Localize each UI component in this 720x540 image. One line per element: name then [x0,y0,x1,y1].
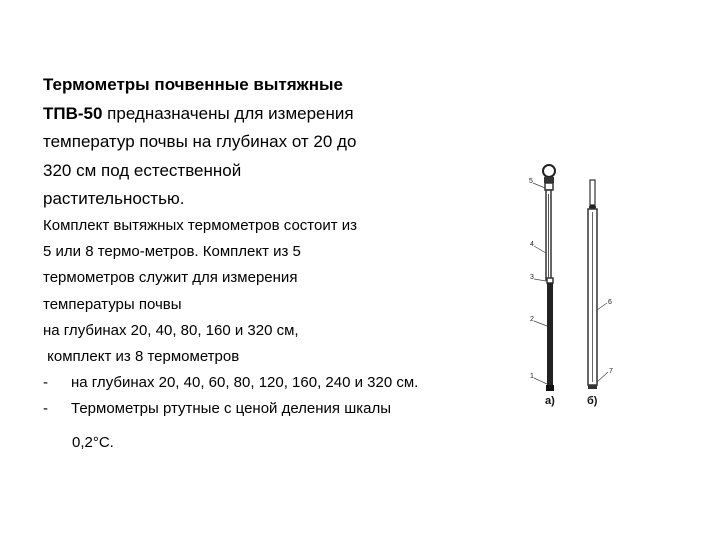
figure-caption-b: б) [587,395,598,407]
details-line: Комплект вытяжных термометров состоит из [43,217,358,234]
intro-bold-lead: Термометры почвенные вытяжные [43,75,343,94]
thermometer-a [543,165,555,391]
list-marker: - [43,400,48,418]
intro-line-5: растительностью. [43,189,185,209]
list-item-text: Термометры ртутные с ценой деления шкалы [71,400,392,418]
intro-line-1 [43,71,443,100]
list-item [43,396,513,422]
footnote-value: 0,2°С. [72,434,114,451]
details-line: на глубинах 20, 40, 80, 160 и 320 см, [43,321,299,339]
list-item [43,370,513,396]
intro-line-3: температур почвы на глубинах от 20 до [43,132,357,152]
details-line: 5 или 8 термо-метров. Комплект из 5 [43,243,301,261]
figure-label-4: 4 [530,241,534,248]
figure-label-5: 5 [529,178,533,185]
intro-bold-code: ТПВ-50 [43,103,103,123]
figure-label-3: 3 [530,274,534,281]
thermometer-figure [525,160,635,410]
details-line: комплект из 8 термометров [43,348,240,366]
figure-label-6: 6 [608,299,612,306]
intro-paragraph [43,71,443,214]
details-line: температуры почвы [43,295,182,313]
intro-line-4: 320 см под естественной [43,160,242,180]
details-paragraph [43,213,513,423]
details-line: термометров служит для измерения [43,269,298,287]
intro-line-2-rest: предназначены для измерения [102,103,354,123]
figure-caption-a: а) [545,395,555,407]
list-marker: - [43,374,48,392]
intro-line-2 [43,100,443,129]
list-item-text: на глубинах 20, 40, 60, 80, 120, 160, 240 и 320 см. [71,374,419,392]
thermometer-b [588,180,597,389]
figure-label-7: 7 [609,368,613,375]
figure-label-1: 1 [530,373,534,380]
figure-label-2: 2 [530,316,534,323]
